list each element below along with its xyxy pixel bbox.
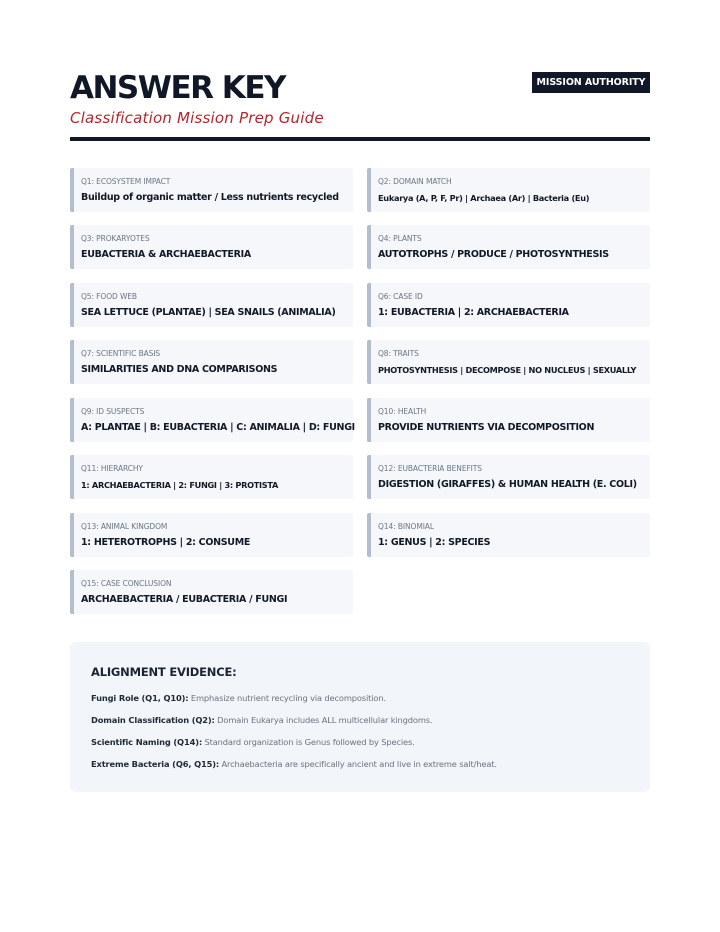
answer-card-q1 bbox=[70, 168, 353, 212]
answer-key-page bbox=[70, 0, 650, 769]
answer-card-q11 bbox=[70, 455, 353, 499]
evidence-term: Extreme Bacteria (Q6, Q15): bbox=[91, 759, 220, 769]
header bbox=[70, 0, 650, 142]
answer-card-q9 bbox=[70, 398, 353, 442]
answer-text: Buildup of organic matter / Less nutrients recycled bbox=[81, 192, 339, 203]
evidence-item bbox=[91, 736, 650, 748]
answer-label: Q6: CASE ID bbox=[378, 292, 423, 301]
answer-card-q3 bbox=[70, 225, 353, 269]
answer-text: AUTOTROPHS / PRODUCE / PHOTOSYNTHESIS bbox=[378, 249, 609, 260]
answer-card-q6 bbox=[367, 283, 650, 327]
answer-text: PHOTOSYNTHESIS | DECOMPOSE | NO NUCLEUS | SEXUALLY bbox=[378, 365, 637, 375]
answer-card-q4 bbox=[367, 225, 650, 269]
answer-label: Q5: FOOD WEB bbox=[81, 292, 137, 301]
answer-card-q12 bbox=[367, 455, 650, 499]
answer-text: SEA LETTUCE (PLANTAE) | SEA SNAILS (ANIMALIA) bbox=[81, 307, 336, 318]
evidence-list bbox=[91, 692, 650, 770]
answer-text: A: PLANTAE | B: EUBACTERIA | C: ANIMALIA | D: FUNGI bbox=[81, 422, 355, 433]
answer-label: Q2: DOMAIN MATCH bbox=[378, 177, 452, 186]
answer-card-q15 bbox=[70, 570, 353, 614]
alignment-evidence-box bbox=[70, 642, 650, 792]
answer-text: 1: HETEROTROPHS | 2: CONSUME bbox=[81, 537, 251, 548]
answer-label: Q14: BINOMIAL bbox=[378, 522, 434, 531]
answer-card-q13 bbox=[70, 513, 353, 557]
answer-card-q14 bbox=[367, 513, 650, 557]
answer-label: Q9: ID SUSPECTS bbox=[81, 407, 145, 416]
evidence-item bbox=[91, 692, 650, 704]
answer-card-q10 bbox=[367, 398, 650, 442]
answer-label: Q15: CASE CONCLUSION bbox=[81, 579, 172, 588]
answer-label: Q1: ECOSYSTEM IMPACT bbox=[81, 177, 171, 186]
evidence-item bbox=[91, 714, 650, 726]
answer-label: Q8: TRAITS bbox=[378, 349, 419, 358]
evidence-text: Domain Eukarya includes ALL multicellular kingdoms. bbox=[214, 715, 433, 725]
answer-text: EUBACTERIA & ARCHAEBACTERIA bbox=[81, 249, 251, 260]
answer-label: Q7: SCIENTIFIC BASIS bbox=[81, 349, 161, 358]
page-subtitle: Classification Mission Prep Guide bbox=[70, 109, 324, 127]
header-divider bbox=[70, 137, 650, 141]
answer-card-q7 bbox=[70, 340, 353, 384]
evidence-item bbox=[91, 758, 650, 770]
evidence-term: Fungi Role (Q1, Q10): bbox=[91, 693, 189, 703]
evidence-text: Standard organization is Genus followed by Species. bbox=[202, 737, 415, 747]
evidence-text: Emphasize nutrient recycling via decomposition. bbox=[188, 693, 386, 703]
answer-label: Q10: HEALTH bbox=[378, 407, 427, 416]
evidence-term: Domain Classification (Q2): bbox=[91, 715, 215, 725]
evidence-term: Scientific Naming (Q14): bbox=[91, 737, 203, 747]
answer-card-q5 bbox=[70, 283, 353, 327]
answer-text: 1: GENUS | 2: SPECIES bbox=[378, 537, 491, 548]
answer-label: Q4: PLANTS bbox=[378, 234, 422, 243]
answer-card-q8 bbox=[367, 340, 650, 384]
answer-text: SIMILARITIES AND DNA COMPARISONS bbox=[81, 364, 278, 375]
answer-text: PROVIDE NUTRIENTS VIA DECOMPOSITION bbox=[378, 422, 595, 433]
answer-text: 1: ARCHAEBACTERIA | 2: FUNGI | 3: PROTISTA bbox=[81, 480, 279, 490]
answer-text: 1: EUBACTERIA | 2: ARCHAEBACTERIA bbox=[378, 307, 569, 318]
answer-text: DIGESTION (GIRAFFES) & HUMAN HEALTH (E. COLI) bbox=[378, 479, 637, 490]
answer-text: ARCHAEBACTERIA / EUBACTERIA / FUNGI bbox=[81, 594, 288, 605]
answer-label: Q13: ANIMAL KINGDOM bbox=[81, 522, 168, 531]
mission-authority-badge: MISSION AUTHORITY bbox=[532, 72, 650, 93]
answer-label: Q12: EUBACTERIA BENEFITS bbox=[378, 464, 482, 473]
answer-card-q2 bbox=[367, 168, 650, 212]
evidence-text: Archaebacteria are specifically ancient and live in extreme salt/heat. bbox=[219, 759, 497, 769]
answer-text: Eukarya (A, P, F, Pr) | Archaea (Ar) | Bacteria (Eu) bbox=[378, 193, 590, 203]
answer-label: Q3: PROKARYOTES bbox=[81, 234, 150, 243]
page-title: ANSWER KEY bbox=[70, 70, 285, 106]
answer-label: Q11: HIERARCHY bbox=[81, 464, 143, 473]
evidence-title: ALIGNMENT EVIDENCE: bbox=[91, 665, 237, 679]
